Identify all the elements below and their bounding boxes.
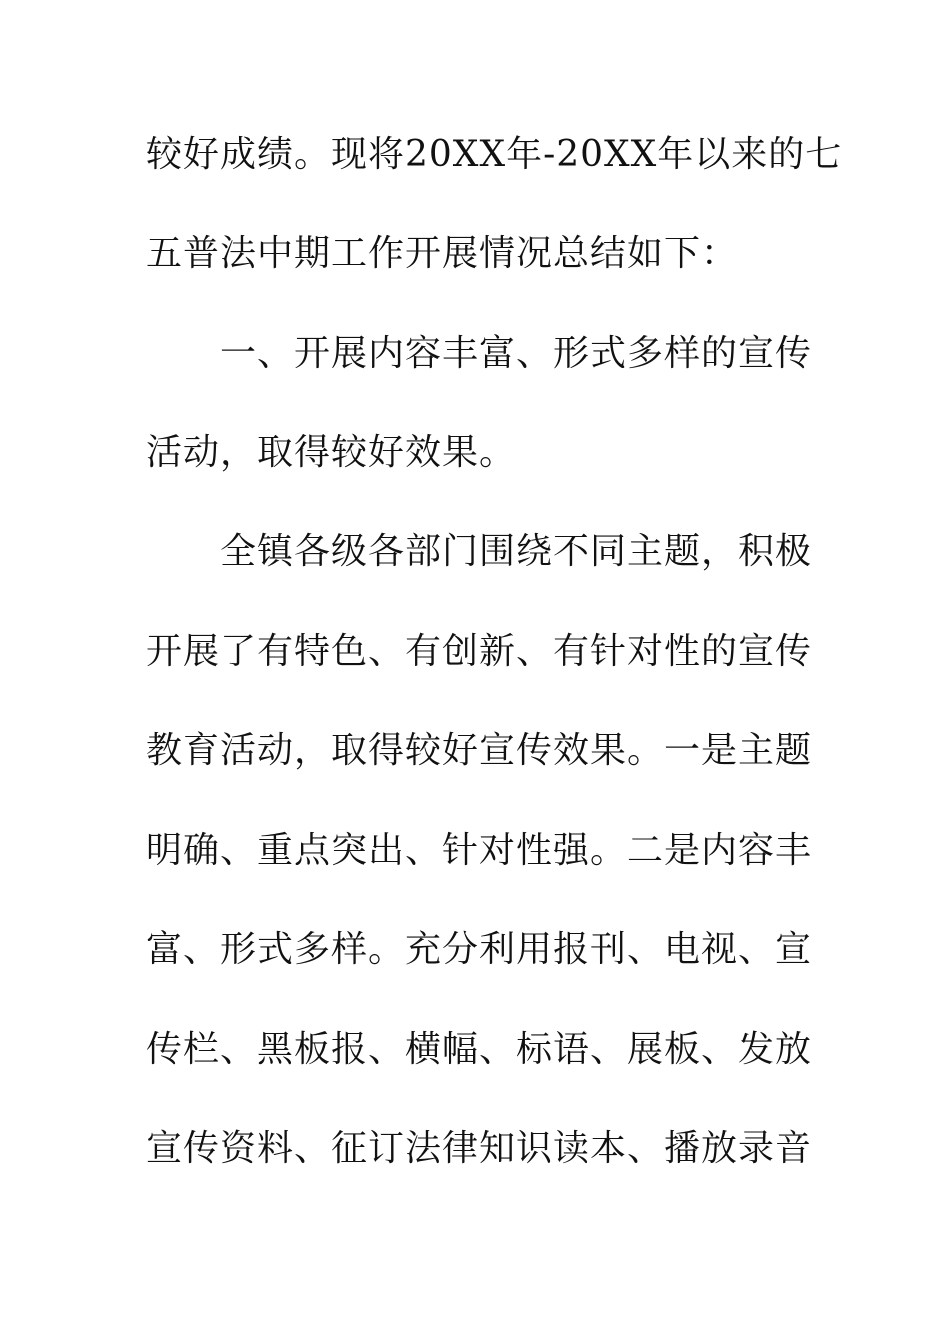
section-heading-line: 活动，取得较好效果。 [146, 432, 517, 473]
text-line: 开展了有特色、有创新、有针对性的宣传 [146, 631, 813, 672]
text-line: 五普法中期工作开展情况总结如下： [146, 233, 739, 274]
text-line: 教育活动，取得较好宣传效果。一是主题 [146, 730, 813, 771]
section-heading-line: 一、开展内容丰富、形式多样的宣传 [146, 333, 813, 374]
text-line: 明确、重点突出、针对性强。二是内容丰 [146, 830, 813, 871]
text-line: 传栏、黑板报、横幅、标语、展板、发放 [146, 1029, 813, 1070]
text-line: 较好成绩。现将20XX年-20XX年以来的七 [146, 134, 843, 175]
text-line: 富、形式多样。充分利用报刊、电视、宣 [146, 929, 813, 970]
paragraph-start-line: 全镇各级各部门围绕不同主题，积极 [146, 531, 813, 572]
text-line: 宣传资料、征订法律知识读本、播放录音 [146, 1128, 813, 1169]
